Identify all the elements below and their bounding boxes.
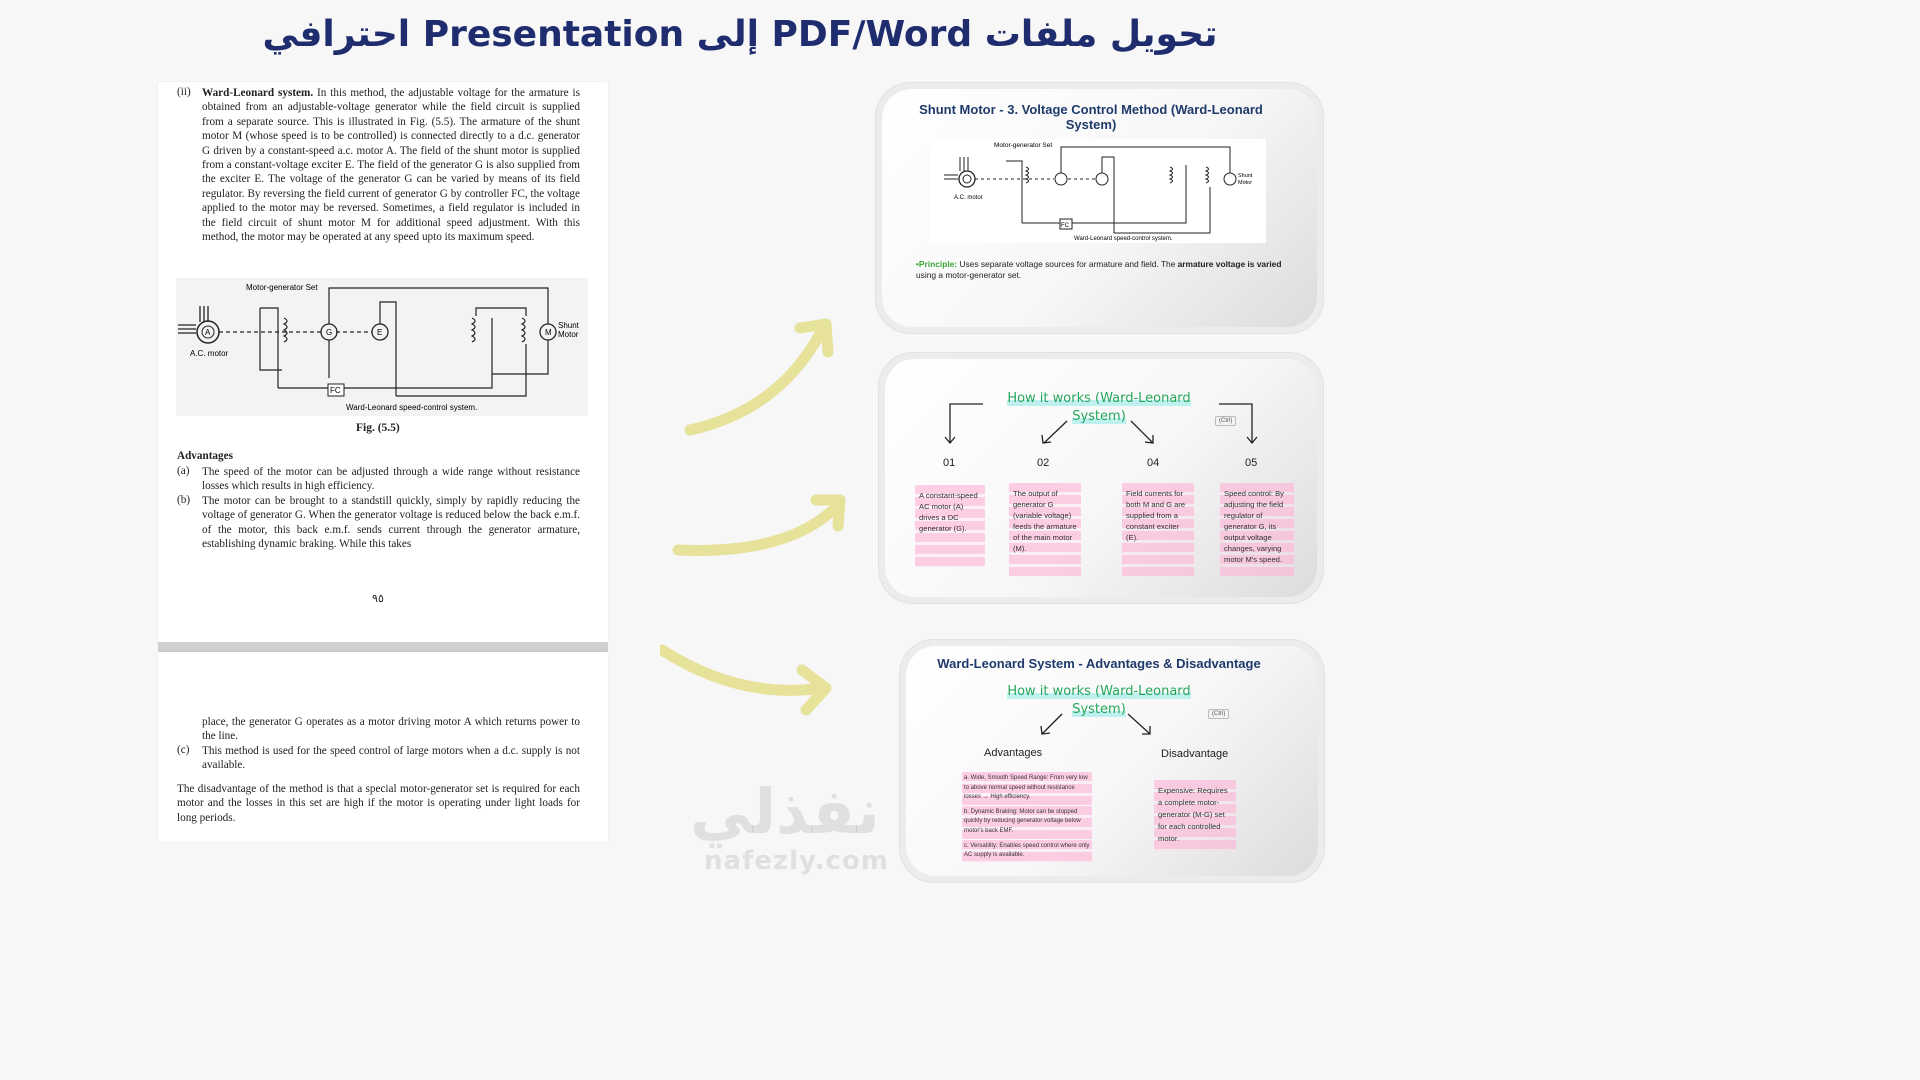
step-card-4: Speed control: By adjusting the field regulator of generator G, its output voltage changes, varying motor M's speed. <box>1220 483 1294 577</box>
slide-2 <box>879 353 1323 603</box>
adv-a-label: (a) <box>177 465 190 477</box>
figure-label-m: M <box>545 328 552 337</box>
figure-label-e: E <box>377 328 383 337</box>
item-label-ii: (ii) <box>177 86 191 98</box>
figure-label-fc: FC <box>330 386 341 395</box>
ward-leonard-circuit-diagram <box>176 278 588 416</box>
slide-3 <box>900 640 1324 882</box>
ward-leonard-paragraph <box>202 86 580 244</box>
ward-leonard-text: In this method, the adjustable voltage for the armature is obtained from an adjustable-voltage generator while the field circuit is supplied from a separate source. This is illustrated in Fig. (5.5). The armature of the shunt motor M (whose speed is to be controlled) is connected directly to a d.c. generator G driven by a constant-speed a.c. motor A. The field of the shunt motor is supplied from a constant-voltage exciter E. The field of the generator G is also supplied from the exciter E. The voltage of the generator G can be varied by means of its field regulator. By reversing the field current of generator G by controller FC, the voltage applied to the motor may be reversed. Sometimes, a field regulator is included in the field circuit of shunt motor M for additional speed adjustment. With this method, the motor may be operated at any speed upto its maximum speed. <box>202 87 580 244</box>
principle-label: •Principle: <box>916 259 958 269</box>
advantage-b-text: The motor can be brought to a standstill quickly, simply by rapidly reducing the voltage of generator G. When the generator voltage is reduced below the back e.m.f. of the motor, this back e.m.f. sends current through the generator armature, establishing dynamic braking. While this takes <box>202 495 580 551</box>
page-title: تحويل ملفات PDF/Word إلى Presentation احترافي <box>262 14 1218 55</box>
step-number-2: 02 <box>1037 457 1050 469</box>
principle-text-2: using a motor-generator set. <box>916 269 1022 280</box>
figure-label-ac-motor: A.C. motor <box>190 349 229 358</box>
step-card-3: Field currents for both M and G are supplied from a constant exciter (E). <box>1122 483 1194 577</box>
step-number-3: 04 <box>1147 457 1160 469</box>
arrow-to-slide-1 <box>690 330 822 430</box>
slide-1-label-motor: Motor <box>1238 180 1253 186</box>
adv-b-label: (b) <box>177 494 191 506</box>
slide-1-circuit-diagram <box>930 139 1266 243</box>
conversion-arrows <box>660 300 860 740</box>
advantages-column-heading: Advantages <box>984 747 1043 759</box>
slide-1 <box>876 83 1323 333</box>
advantage-a-text: The speed of the motor can be adjusted through a wide range without resistance losses which results in high efficiency. <box>202 466 580 493</box>
continuation-text: place, the generator G operates as a motor driving motor A which returns power to the line. <box>202 716 580 743</box>
slide-1-label-shunt: Shunt <box>1238 173 1253 179</box>
advantage-c-text: This method is used for the speed control of large motors when a d.c. supply is not available. <box>202 745 580 772</box>
step-number-1: 01 <box>943 457 956 469</box>
paste-options-chip[interactable]: (Ctrl) <box>1215 416 1236 426</box>
disadvantage-text: The disadvantage of the method is that a special motor-generator set is required for each motor and the losses in this set are high if the motor is operating under light loads for long periods. <box>177 783 580 824</box>
disadvantage-card: Expensive: Requires a complete motor-generator (M-G) set for each controlled motor. <box>1154 780 1236 852</box>
slide-2-title: How it works (Ward-Leonard System) <box>1007 391 1191 424</box>
principle-text-1: Uses separate voltage sources for armature and field. The <box>959 259 1176 269</box>
step-card-2: The output of generator G (variable voltage) feeds the armature of the main motor (M). <box>1009 483 1081 577</box>
page-number: ٩٥ <box>372 593 385 605</box>
figure-label-motor: Motor <box>558 330 579 339</box>
figure-inner-caption: Ward-Leonard speed-control system. <box>346 403 478 412</box>
figure-caption: Fig. (5.5) <box>356 422 400 434</box>
step-number-4: 05 <box>1245 457 1258 469</box>
advantage-item-1: a. Wide, Smooth Speed Range: From very low to above normal speed without resistance losses → High efficiency. <box>962 772 1092 805</box>
watermark-logo-arabic: نفذلي <box>690 775 880 848</box>
arrow-to-slide-2 <box>678 505 838 550</box>
advantages-heading: Advantages <box>177 450 233 462</box>
figure-label-shunt: Shunt <box>558 321 579 330</box>
document-page-2 <box>158 652 608 842</box>
slide-1-title: Shunt Motor - 3. Voltage Control Method (Ward-Leonard System) <box>919 102 1263 132</box>
slide-3-subtitle: How it works (Ward-Leonard System) <box>1007 684 1191 717</box>
slide-3-title: Ward-Leonard System - Advantages & Disadvantage <box>937 656 1261 671</box>
advantage-item-3: c. Versatility: Enables speed control where only AC supply is available. <box>962 840 1092 863</box>
figure-label-a: A <box>205 328 211 337</box>
slide-1-label-ac-motor: A.C. motor <box>954 195 983 201</box>
slide-1-label-mg-set: Motor-generator Set <box>994 142 1053 149</box>
slide-1-principle <box>916 259 1286 280</box>
paste-options-chip-2[interactable]: (Ctrl) <box>1208 709 1229 719</box>
adv-c-label: (c) <box>177 744 190 756</box>
figure-label-g: G <box>326 328 333 337</box>
advantage-item-2: b. Dynamic Braking: Motor can be stopped quickly by reducing generator voltage below motor's back EMF. <box>962 806 1092 839</box>
disadvantage-column-heading: Disadvantage <box>1161 748 1229 760</box>
document-page-1 <box>158 82 608 642</box>
slide-1-label-fc: FC <box>1061 223 1069 229</box>
ward-leonard-heading: Ward-Leonard system. <box>202 87 314 99</box>
watermark-logo-latin: nafezly.com <box>704 846 889 876</box>
principle-bold: armature voltage is varied <box>1177 259 1282 269</box>
step-card-1: A constant-speed AC motor (A) drives a DC generator (G). <box>915 485 985 567</box>
page-separator <box>158 642 608 652</box>
advantages-list <box>962 772 1092 863</box>
slide-1-inner-caption: Ward-Leonard speed-control system. <box>1074 236 1173 242</box>
figure-label-mg-set: Motor-generator Set <box>246 283 318 292</box>
